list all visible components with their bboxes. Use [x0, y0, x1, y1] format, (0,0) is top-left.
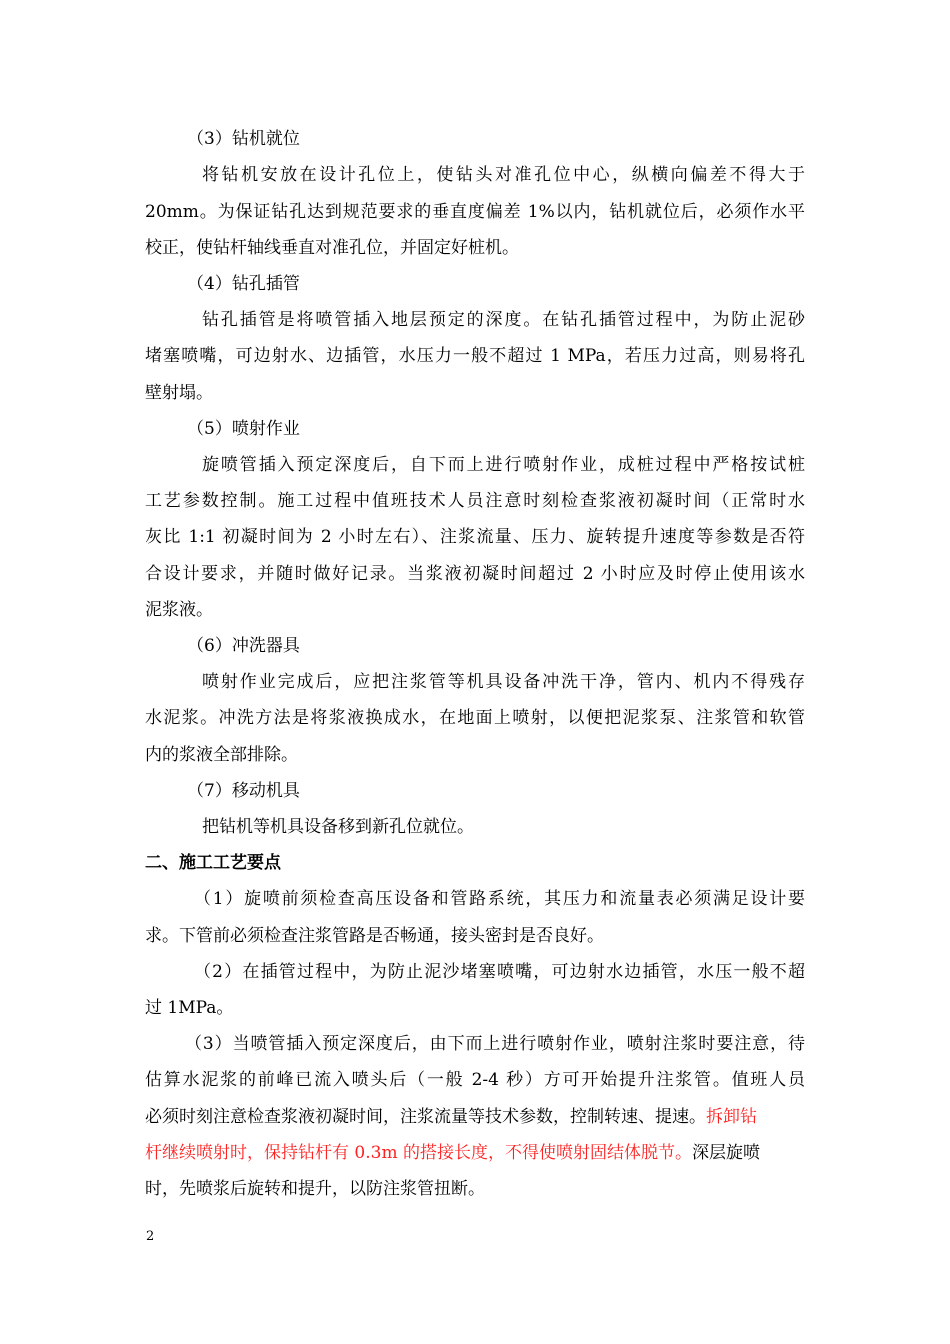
paragraph-line	[145, 1141, 760, 1165]
paragraph-line: 壁射塌。	[145, 383, 213, 403]
paragraph-text: 深层旋喷	[691, 1143, 760, 1163]
subheading-moving-equipment: （7）移动机具	[187, 781, 300, 801]
subheading-jetting-operation: （5）喷射作业	[187, 419, 300, 439]
paragraph-line	[145, 1105, 757, 1129]
page-number: 2	[146, 1229, 155, 1244]
paragraph-line: （2）在插管过程中，为防止泥沙堵塞喷嘴，可边射水边插管，水压一般不超	[194, 962, 805, 982]
paragraph-line: 估算水泥浆的前峰已流入喷头后（一般 2-4 秒）方可开始提升注浆管。值班人员	[145, 1070, 805, 1090]
paragraph-line: 时，先喷浆后旋转和提升，以防注浆管扭断。	[145, 1179, 485, 1199]
paragraph-text: 必须时刻注意检查浆液初凝时间，注浆流量等技术参数，控制转速、提速。	[145, 1107, 706, 1127]
paragraph-line: （1）旋喷前须检查高压设备和管路系统，其压力和流量表必须满足设计要	[194, 889, 805, 909]
subheading-flushing-equipment: （6）冲洗器具	[187, 636, 300, 656]
paragraph-line: 钻孔插管是将喷管插入地层预定的深度。在钻孔插管过程中，为防止泥砂	[202, 310, 805, 330]
paragraph-line: 旋喷管插入预定深度后，自下而上进行喷射作业，成桩过程中严格按试桩	[202, 455, 805, 475]
paragraph-line: 将钻机安放在设计孔位上，使钻头对准孔位中心，纵横向偏差不得大于	[202, 165, 805, 185]
paragraph-line: 内的浆液全部排除。	[145, 745, 298, 765]
paragraph-line: 喷射作业完成后，应把注浆管等机具设备冲洗干净，管内、机内不得残存	[202, 672, 805, 692]
paragraph-line: （3）当喷管插入预定深度后，由下而上进行喷射作业，喷射注浆时要注意，待	[185, 1034, 805, 1054]
paragraph-line: 堵塞喷嘴，可边射水、边插管，水压力一般不超过 1 MPa，若压力过高，则易将孔	[145, 346, 805, 366]
paragraph-line: 合设计要求，并随时做好记录。当浆液初凝时间超过 2 小时应及时停止使用该水	[145, 564, 805, 584]
subheading-drill-positioning: （3）钻机就位	[187, 129, 300, 149]
highlighted-text: 拆卸钻	[706, 1107, 757, 1127]
subheading-drilling-insertion: （4）钻孔插管	[187, 274, 300, 294]
paragraph-line: 泥浆液。	[145, 600, 213, 620]
section-heading: 二、施工工艺要点	[145, 853, 281, 873]
paragraph-line: 过 1MPa。	[145, 998, 234, 1018]
paragraph-line: 20mm。为保证钻孔达到规范要求的垂直度偏差 1%以内，钻机就位后，必须作水平	[145, 202, 805, 222]
paragraph-line: 校正，使钻杆轴线垂直对准孔位，并固定好桩机。	[145, 238, 519, 258]
highlighted-text: 杆继续喷射时，保持钻杆有 0.3m 的搭接长度，不得使喷射固结体脱节。	[145, 1143, 692, 1163]
paragraph-line: 水泥浆。冲洗方法是将浆液换成水，在地面上喷射，以便把泥浆泵、注浆管和软管	[145, 708, 805, 728]
paragraph-line: 灰比 1:1 初凝时间为 2 小时左右）、注浆流量、压力、旋转提升速度等参数是否符	[145, 527, 805, 547]
paragraph-line: 把钻机等机具设备移到新孔位就位。	[202, 817, 474, 837]
paragraph-line: 工艺参数控制。施工过程中值班技术人员注意时刻检查浆液初凝时间（正常时水	[145, 491, 805, 511]
paragraph-line: 求。下管前必须检查注浆管路是否畅通，接头密封是否良好。	[145, 926, 604, 946]
